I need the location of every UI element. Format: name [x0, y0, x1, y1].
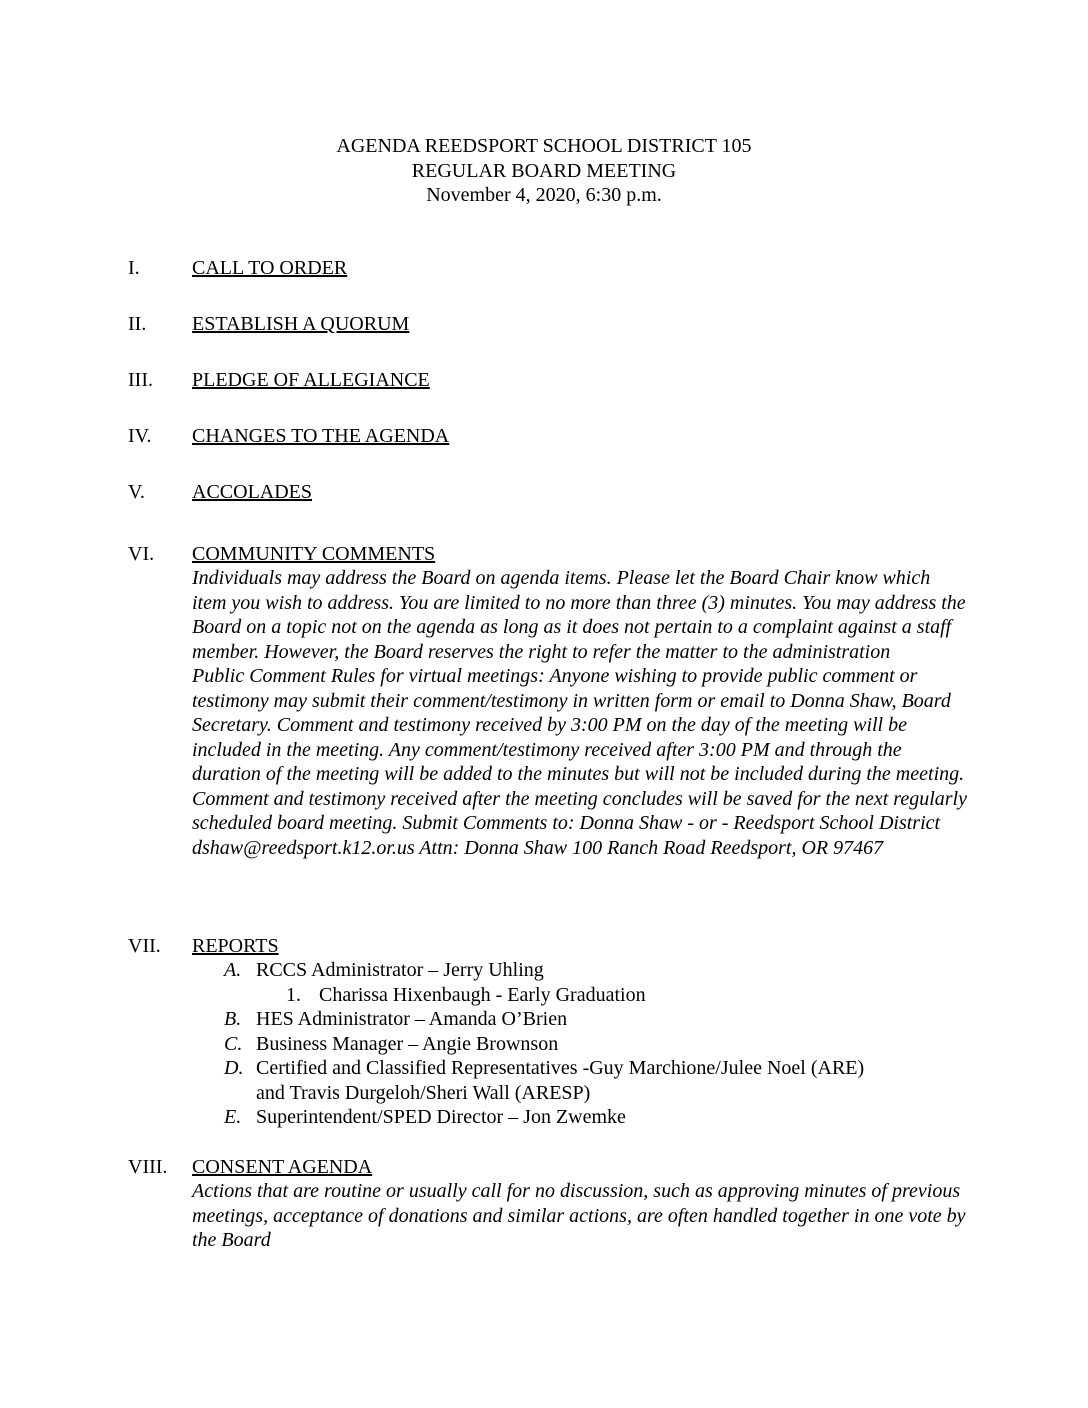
report-text: Certified and Classified Representatives -Guy Marchione/Julee Noel (ARE) — [256, 1057, 865, 1079]
header-date-line: November 4, 2020, 6:30 p.m. — [426, 184, 662, 206]
item-title: CHANGES TO THE AGENDA — [192, 425, 450, 447]
item-number: IV. — [128, 425, 152, 447]
report-item — [192, 1032, 972, 1057]
report-text-continuation: and Travis Durgeloh/Sheri Wall (ARESP) — [256, 1081, 591, 1104]
item-title: ESTABLISH A QUORUM — [192, 313, 410, 335]
report-item-continuation — [192, 1081, 972, 1106]
report-item — [192, 1105, 972, 1130]
report-letter: D. — [224, 1057, 244, 1079]
item-number: III. — [128, 369, 153, 391]
item-number: II. — [128, 313, 147, 335]
item-title: ACCOLADES — [192, 481, 313, 503]
item-number: VIII. — [128, 1156, 168, 1178]
report-letter: E. — [224, 1106, 242, 1128]
report-text: RCCS Administrator – Jerry Uhling — [256, 959, 544, 981]
comments-guidelines: Individuals may address the Board on agenda items. Please let the Board Chair know which item you wish to address. You are limited to no more than three (3) minutes. You may address the Board on a topic not on the agenda as long as it does not pertain to a complaint against a staff member. However, the Board reserves the right to refer the matter to the administration — [192, 567, 966, 663]
item-title: PLEDGE OF ALLEGIANCE — [192, 369, 430, 391]
header-district-line: AGENDA REEDSPORT SCHOOL DISTRICT 105 — [336, 135, 752, 157]
report-item — [192, 958, 972, 983]
consent-agenda-notes — [192, 1179, 967, 1253]
report-subitem-text: Charissa Hixenbaugh - Early Graduation — [319, 983, 646, 1006]
item-title: REPORTS — [192, 935, 279, 957]
item-title: CALL TO ORDER — [192, 257, 348, 279]
virtual-comment-rules: Public Comment Rules for virtual meetings: Anyone wishing to provide public comment or testimony may submit their comment/testimony in written form or email to Donna Shaw, Board Secretary. Comment and testimony received by 3:00 PM on the day of the meeting will be included in the meeting. Any comment/testimony received after 3:00 PM and through the duration of the meeting will be added to the minutes but will not be included during the meeting. Comment and testimony received after the meeting concludes will be saved for the next regularly scheduled board meeting. Submit Comments to: Donna Shaw - or - Reedsport School District dshaw@reedsport.k12.or.us Attn: Donna Shaw 100 Ranch Road Reedsport, OR 97467 — [192, 665, 967, 859]
item-number: V. — [128, 481, 145, 503]
report-subitem-number: 1. — [286, 983, 301, 1006]
agenda-header — [0, 134, 1088, 208]
report-letter: A. — [224, 959, 242, 981]
item-number: I. — [128, 257, 140, 279]
item-title: CONSENT AGENDA — [192, 1156, 373, 1178]
item-title: COMMUNITY COMMENTS — [192, 543, 436, 565]
report-item — [192, 1056, 972, 1081]
item-number: VII. — [128, 935, 161, 957]
report-item — [192, 1007, 972, 1032]
report-text: Business Manager – Angie Brownson — [256, 1032, 559, 1055]
item-number: VI. — [128, 543, 155, 565]
report-subitem — [192, 983, 972, 1008]
community-comments-notes — [192, 566, 967, 860]
report-letter: B. — [224, 1008, 242, 1030]
consent-agenda-description: Actions that are routine or usually call for no discussion, such as approving minutes of previous meetings, acceptance of donations and similar actions, are often handled together in one vote by the Board — [192, 1180, 966, 1251]
report-text: HES Administrator – Amanda O’Brien — [256, 1008, 568, 1030]
header-meeting-line: REGULAR BOARD MEETING — [411, 159, 677, 182]
report-text: Superintendent/SPED Director – Jon Zwemke — [256, 1106, 626, 1128]
report-letter: C. — [224, 1032, 243, 1055]
reports-list — [192, 958, 972, 1130]
